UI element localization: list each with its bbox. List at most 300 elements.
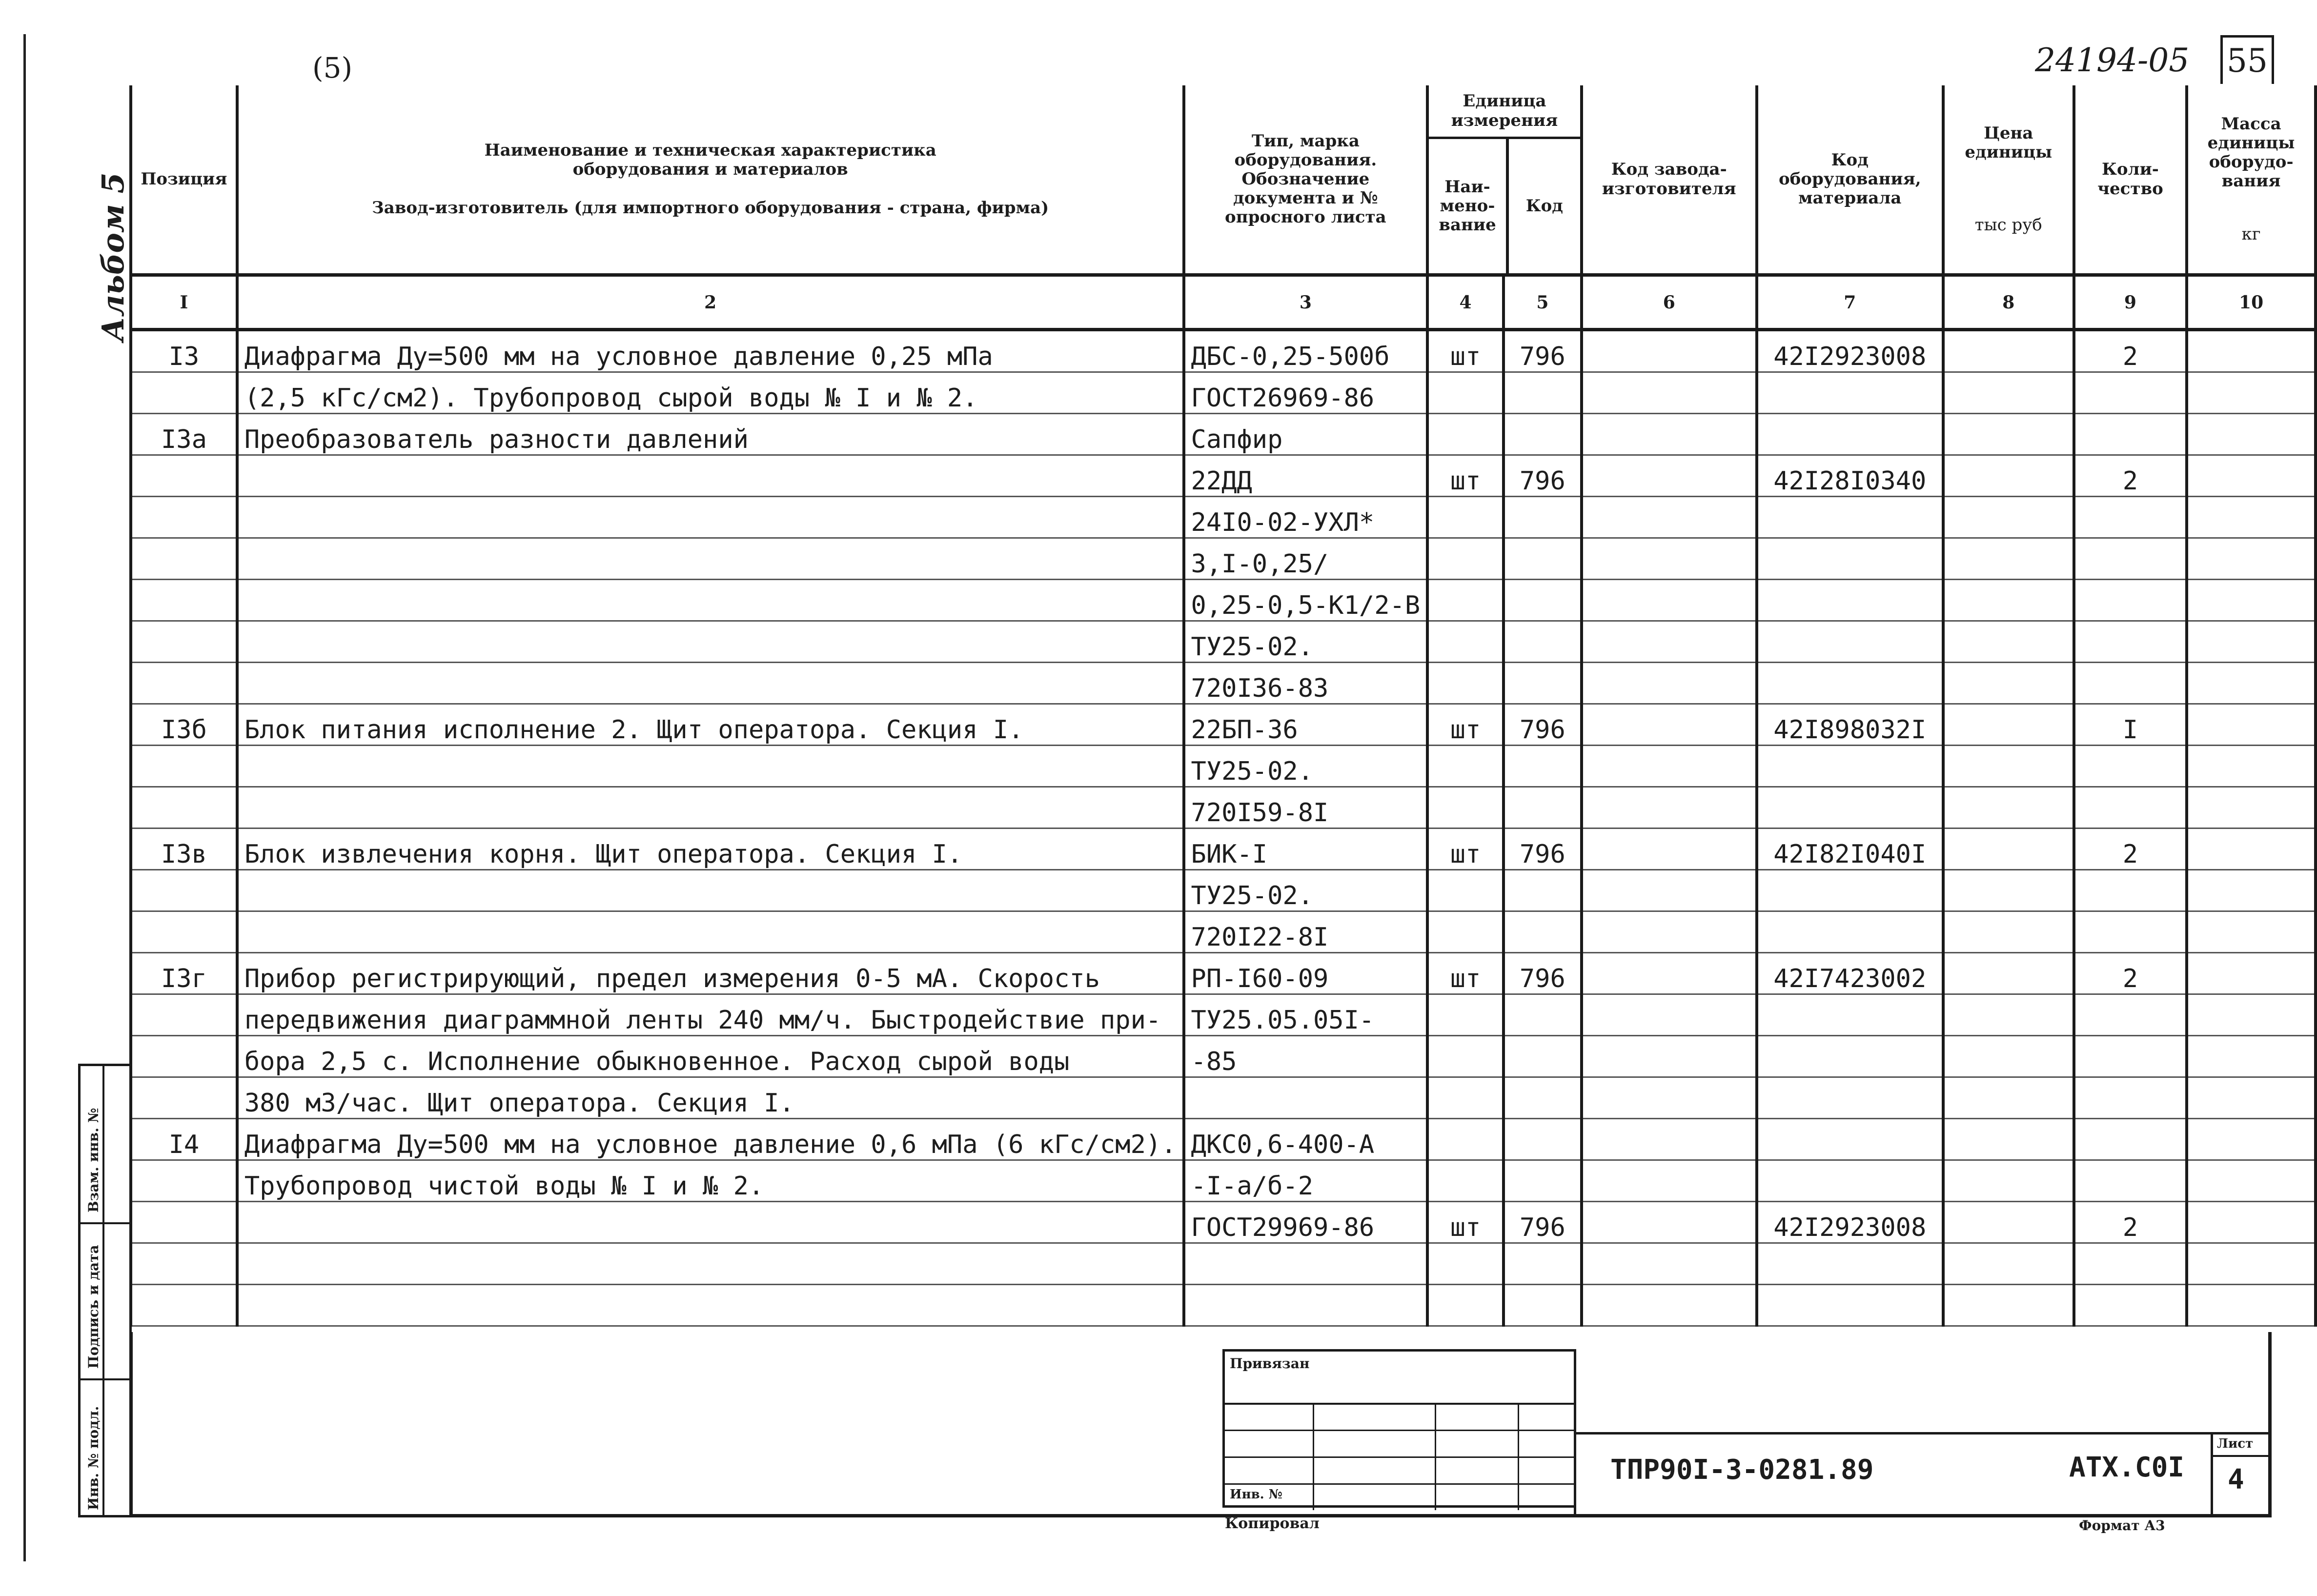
row-quantity [2074, 663, 2187, 704]
row-position [131, 621, 237, 663]
privyazan-label: Привязан [1230, 1355, 1310, 1372]
header-name-line2: оборудования и материалов [572, 159, 848, 179]
row-name [237, 787, 1184, 828]
table-row [131, 414, 2316, 455]
row-unit [1427, 1285, 1504, 1326]
row-equipment-code [1757, 1160, 1943, 1202]
row-name: бора 2,5 с. Исполнение обыкновенное. Расход сырой воды [237, 1036, 1184, 1077]
row-unit [1427, 538, 1504, 580]
row-unit-code [1504, 1077, 1582, 1119]
row-name [237, 1202, 1184, 1243]
column-number: 7 [1757, 275, 1943, 330]
row-quantity [2074, 1036, 2187, 1077]
row-price [1943, 663, 2074, 704]
row-unit-code [1504, 1119, 1582, 1160]
row-equipment-code: 42I7423002 [1757, 953, 1943, 994]
table-row [131, 828, 2316, 870]
row-unit-code [1504, 994, 1582, 1036]
row-mass [2187, 1077, 2316, 1119]
row-quantity [2074, 580, 2187, 621]
row-unit: шт [1427, 953, 1504, 994]
header-price-label: Цена единицы [1965, 123, 2053, 162]
row-type: ГОСТ26969-86 [1184, 372, 1428, 414]
row-type: ТУ25.05.05I- [1184, 994, 1428, 1036]
row-quantity: I [2074, 704, 2187, 746]
row-mass [2187, 497, 2316, 538]
row-type: -I-а/б-2 [1184, 1160, 1428, 1202]
row-position [131, 1243, 237, 1285]
table-row [131, 953, 2316, 994]
header-price [1943, 85, 2074, 275]
row-mass [2187, 953, 2316, 994]
table-row [131, 1077, 2316, 1119]
column-number: 3 [1184, 275, 1428, 330]
header-price-unit: тыс руб [1974, 215, 2042, 235]
table-row [131, 911, 2316, 953]
row-equipment-code [1757, 372, 1943, 414]
row-price [1943, 953, 2074, 994]
row-factory-code [1582, 1160, 1757, 1202]
row-equipment-code [1757, 1243, 1943, 1285]
column-number: I [131, 275, 237, 330]
row-unit-code: 796 [1504, 704, 1582, 746]
row-type: -85 [1184, 1036, 1428, 1077]
row-name: Преобразователь разности давлений [237, 414, 1184, 455]
row-price [1943, 787, 2074, 828]
row-name [237, 621, 1184, 663]
album-label: Альбом 5 [95, 172, 131, 342]
row-unit [1427, 1119, 1504, 1160]
list-number: 4 [2228, 1464, 2244, 1495]
row-price [1943, 746, 2074, 787]
column-number: 6 [1582, 275, 1757, 330]
kopiroval-label: Копировал [1225, 1515, 1320, 1532]
row-mass [2187, 828, 2316, 870]
row-name: Трубопровод чистой воды № I и № 2. [237, 1160, 1184, 1202]
row-equipment-code: 42I82I040I [1757, 828, 1943, 870]
row-type: ТУ25-02. [1184, 621, 1428, 663]
row-mass [2187, 621, 2316, 663]
row-unit-code [1504, 746, 1582, 787]
row-unit-code: 796 [1504, 953, 1582, 994]
row-factory-code [1582, 580, 1757, 621]
row-type: ГОСТ29969-86 [1184, 1202, 1428, 1243]
table-row [131, 330, 2316, 372]
row-position [131, 787, 237, 828]
row-type [1184, 1077, 1428, 1119]
row-position [131, 911, 237, 953]
row-name: (2,5 кГс/см2). Трубопровод сырой воды № I и № 2. [237, 372, 1184, 414]
row-position: I3б [131, 704, 237, 746]
row-name [237, 663, 1184, 704]
header-name [237, 85, 1184, 275]
row-quantity: 2 [2074, 953, 2187, 994]
table-row [131, 787, 2316, 828]
row-name [237, 746, 1184, 787]
table-row [131, 455, 2316, 497]
designation: ТПР90I-3-0281.89 [1610, 1454, 1874, 1486]
row-price [1943, 994, 2074, 1036]
row-type: 24I0-02-УХЛ* [1184, 497, 1428, 538]
row-position [131, 1285, 237, 1326]
row-factory-code [1582, 663, 1757, 704]
row-mass [2187, 580, 2316, 621]
row-unit: шт [1427, 330, 1504, 372]
row-position [131, 455, 237, 497]
table-row [131, 1243, 2316, 1285]
row-mass [2187, 704, 2316, 746]
row-price [1943, 870, 2074, 911]
row-price [1943, 455, 2074, 497]
header-unit-code: Код [1525, 196, 1563, 216]
row-position [131, 663, 237, 704]
row-unit [1427, 372, 1504, 414]
row-unit [1427, 1036, 1504, 1077]
row-quantity [2074, 372, 2187, 414]
row-unit: шт [1427, 455, 1504, 497]
row-unit-code: 796 [1504, 1202, 1582, 1243]
side-stamp-block [78, 1064, 132, 1517]
header-mass-label: Масса единицы оборудо-вания [2207, 114, 2295, 191]
row-position [131, 870, 237, 911]
row-price [1943, 1285, 2074, 1326]
column-number: 10 [2187, 275, 2316, 330]
row-factory-code [1582, 1202, 1757, 1243]
row-factory-code [1582, 497, 1757, 538]
table-row [131, 580, 2316, 621]
privyazan-block [1222, 1349, 1576, 1508]
row-quantity [2074, 621, 2187, 663]
column-number: 9 [2074, 275, 2187, 330]
row-unit-code [1504, 870, 1582, 911]
row-unit-code [1504, 663, 1582, 704]
row-unit-code [1504, 621, 1582, 663]
table-row [131, 1119, 2316, 1160]
row-name [237, 1285, 1184, 1326]
header-mass [2187, 85, 2316, 275]
column-number: 2 [237, 275, 1184, 330]
specification-table [129, 85, 2317, 1327]
designation-block [1574, 1432, 2272, 1517]
row-unit [1427, 746, 1504, 787]
row-factory-code [1582, 621, 1757, 663]
row-unit [1427, 1243, 1504, 1285]
row-type: ТУ25-02. [1184, 870, 1428, 911]
row-type: ДКС0,6-400-А [1184, 1119, 1428, 1160]
row-position [131, 580, 237, 621]
row-mass [2187, 1285, 2316, 1326]
row-equipment-code: 42I28I0340 [1757, 455, 1943, 497]
row-factory-code [1582, 787, 1757, 828]
row-name: 380 м3/час. Щит оператора. Секция I. [237, 1077, 1184, 1119]
row-factory-code [1582, 870, 1757, 911]
header-mass-unit: кг [2241, 224, 2261, 244]
header-quantity: Коли-чество [2074, 85, 2187, 275]
row-quantity [2074, 1285, 2187, 1326]
row-factory-code [1582, 828, 1757, 870]
row-position [131, 538, 237, 580]
row-name [237, 580, 1184, 621]
row-factory-code [1582, 1285, 1757, 1326]
row-position: I4 [131, 1119, 237, 1160]
row-equipment-code [1757, 414, 1943, 455]
table-row [131, 704, 2316, 746]
row-factory-code [1582, 1119, 1757, 1160]
row-equipment-code [1757, 911, 1943, 953]
row-price [1943, 1077, 2074, 1119]
row-position: I3г [131, 953, 237, 994]
row-type: 3,I-0,25/ [1184, 538, 1428, 580]
row-price [1943, 497, 2074, 538]
row-quantity: 2 [2074, 1202, 2187, 1243]
row-quantity [2074, 870, 2187, 911]
inv-no-label: Инв. № [1230, 1487, 1283, 1502]
row-name: Диафрагма Ду=500 мм на условное давление 0,6 мПа (6 кГс/см2). [237, 1119, 1184, 1160]
row-mass [2187, 1160, 2316, 1202]
row-unit-code [1504, 787, 1582, 828]
row-quantity: 2 [2074, 455, 2187, 497]
top-left-label: (5) [312, 51, 353, 84]
row-factory-code [1582, 538, 1757, 580]
stamp-podpis: Подпись и дата [85, 1245, 102, 1369]
header-name-line1: Наименование и техническая характеристика [484, 140, 936, 160]
row-equipment-code: 42I2923008 [1757, 330, 1943, 372]
stamp-vzam: Взам. инв. № [85, 1108, 102, 1212]
row-factory-code [1582, 911, 1757, 953]
table-row [131, 1285, 2316, 1326]
row-position: I3а [131, 414, 237, 455]
row-price [1943, 1202, 2074, 1243]
row-unit-code [1504, 538, 1582, 580]
row-equipment-code: 42I2923008 [1757, 1202, 1943, 1243]
row-type: 0,25-0,5-К1/2-В [1184, 580, 1428, 621]
row-mass [2187, 1036, 2316, 1077]
row-mass [2187, 372, 2316, 414]
inventory-handwritten: 24194-05 [2035, 41, 2190, 79]
row-unit [1427, 870, 1504, 911]
row-type: 720I36-83 [1184, 663, 1428, 704]
row-mass [2187, 414, 2316, 455]
row-price [1943, 330, 2074, 372]
header-unit-name: Наи-мено-вание [1429, 139, 1509, 273]
table-header-row [131, 85, 2316, 275]
row-position [131, 1077, 237, 1119]
row-type: 22ДД [1184, 455, 1428, 497]
row-unit [1427, 621, 1504, 663]
row-name [237, 538, 1184, 580]
header-position: Позиция [131, 85, 237, 275]
row-unit [1427, 787, 1504, 828]
row-unit-code [1504, 372, 1582, 414]
row-type: РП-I60-09 [1184, 953, 1428, 994]
stamp-inv-podl: Инв. № подл. [85, 1406, 102, 1510]
row-quantity: 2 [2074, 330, 2187, 372]
row-name [237, 870, 1184, 911]
row-name [237, 455, 1184, 497]
row-mass [2187, 455, 2316, 497]
row-unit [1427, 994, 1504, 1036]
row-unit [1427, 911, 1504, 953]
row-equipment-code [1757, 580, 1943, 621]
row-unit [1427, 580, 1504, 621]
table-row [131, 663, 2316, 704]
row-factory-code [1582, 1077, 1757, 1119]
row-unit [1427, 1077, 1504, 1119]
row-equipment-code [1757, 994, 1943, 1036]
row-price [1943, 1119, 2074, 1160]
format-label: Формат А3 [2079, 1517, 2165, 1534]
row-type: 720I59-8I [1184, 787, 1428, 828]
row-type: ТУ25-02. [1184, 746, 1428, 787]
row-factory-code [1582, 372, 1757, 414]
row-quantity [2074, 1077, 2187, 1119]
row-unit-code: 796 [1504, 455, 1582, 497]
row-unit: шт [1427, 1202, 1504, 1243]
row-price [1943, 1243, 2074, 1285]
row-factory-code [1582, 704, 1757, 746]
row-position [131, 1202, 237, 1243]
row-mass [2187, 994, 2316, 1036]
section-code: АТХ.С0I [2069, 1452, 2185, 1483]
row-mass [2187, 787, 2316, 828]
row-type [1184, 1243, 1428, 1285]
row-mass [2187, 870, 2316, 911]
row-factory-code [1582, 330, 1757, 372]
row-name: Прибор регистрирующий, предел измерения 0-5 мА. Скорость [237, 953, 1184, 994]
row-equipment-code [1757, 1285, 1943, 1326]
row-price [1943, 414, 2074, 455]
row-equipment-code [1757, 663, 1943, 704]
row-mass [2187, 911, 2316, 953]
row-equipment-code [1757, 746, 1943, 787]
row-name: Блок питания исполнение 2. Щит оператора. Секция I. [237, 704, 1184, 746]
table-row [131, 870, 2316, 911]
row-mass [2187, 1119, 2316, 1160]
row-type: ДБС-0,25-500б [1184, 330, 1428, 372]
row-price [1943, 704, 2074, 746]
row-name [237, 911, 1184, 953]
row-factory-code [1582, 1036, 1757, 1077]
column-number: 4 [1427, 275, 1504, 330]
row-price [1943, 1160, 2074, 1202]
row-unit [1427, 497, 1504, 538]
row-price [1943, 538, 2074, 580]
table-row [131, 1202, 2316, 1243]
row-factory-code [1582, 953, 1757, 994]
row-price [1943, 372, 2074, 414]
row-quantity [2074, 787, 2187, 828]
row-name: Диафрагма Ду=500 мм на условное давление 0,25 мПа [237, 330, 1184, 372]
row-factory-code [1582, 414, 1757, 455]
row-price [1943, 580, 2074, 621]
row-unit-code: 796 [1504, 330, 1582, 372]
row-unit [1427, 414, 1504, 455]
table-row [131, 994, 2316, 1036]
row-position: I3в [131, 828, 237, 870]
row-equipment-code [1757, 1036, 1943, 1077]
row-unit-code [1504, 1160, 1582, 1202]
row-price [1943, 1036, 2074, 1077]
row-type: Сапфир [1184, 414, 1428, 455]
table-row [131, 621, 2316, 663]
row-position [131, 497, 237, 538]
header-equipment-code: Код оборудования, материала [1757, 85, 1943, 275]
row-mass [2187, 1202, 2316, 1243]
row-unit-code [1504, 1243, 1582, 1285]
row-equipment-code [1757, 1077, 1943, 1119]
row-mass [2187, 538, 2316, 580]
row-unit-code [1504, 580, 1582, 621]
row-quantity: 2 [2074, 828, 2187, 870]
list-label: Лист [2217, 1436, 2254, 1451]
header-unit-title: Единица измерения [1429, 85, 1580, 139]
row-position [131, 1160, 237, 1202]
row-name [237, 1243, 1184, 1285]
row-quantity [2074, 1119, 2187, 1160]
row-mass [2187, 663, 2316, 704]
row-position [131, 746, 237, 787]
column-number: 5 [1504, 275, 1582, 330]
row-position [131, 1036, 237, 1077]
row-unit-code: 796 [1504, 828, 1582, 870]
table-row [131, 1036, 2316, 1077]
row-position [131, 372, 237, 414]
specification-body [131, 330, 2316, 1326]
row-equipment-code [1757, 621, 1943, 663]
row-equipment-code [1757, 1119, 1943, 1160]
row-equipment-code [1757, 870, 1943, 911]
row-unit [1427, 1160, 1504, 1202]
row-factory-code [1582, 1243, 1757, 1285]
row-factory-code [1582, 746, 1757, 787]
row-equipment-code [1757, 538, 1943, 580]
header-unit-group [1427, 85, 1582, 275]
row-type: 22БП-36 [1184, 704, 1428, 746]
row-quantity [2074, 911, 2187, 953]
row-price [1943, 911, 2074, 953]
row-equipment-code [1757, 497, 1943, 538]
row-price [1943, 828, 2074, 870]
row-unit-code [1504, 911, 1582, 953]
row-mass [2187, 1243, 2316, 1285]
table-row [131, 497, 2316, 538]
row-position [131, 994, 237, 1036]
row-unit-code [1504, 1285, 1582, 1326]
row-mass [2187, 330, 2316, 372]
row-unit-code [1504, 1036, 1582, 1077]
row-name [237, 497, 1184, 538]
table-row [131, 538, 2316, 580]
column-number: 8 [1943, 275, 2074, 330]
row-quantity [2074, 538, 2187, 580]
row-quantity [2074, 1160, 2187, 1202]
row-position: I3 [131, 330, 237, 372]
row-unit-code [1504, 497, 1582, 538]
row-quantity [2074, 414, 2187, 455]
row-type: БИК-I [1184, 828, 1428, 870]
row-price [1943, 621, 2074, 663]
column-number-row [131, 275, 2316, 330]
table-row [131, 1160, 2316, 1202]
row-unit: шт [1427, 828, 1504, 870]
row-mass [2187, 746, 2316, 787]
row-quantity [2074, 994, 2187, 1036]
row-equipment-code: 42I898032I [1757, 704, 1943, 746]
row-unit-code [1504, 414, 1582, 455]
row-name: передвижения диаграммной ленты 240 мм/ч. Быстродействие при- [237, 994, 1184, 1036]
table-row [131, 372, 2316, 414]
row-quantity [2074, 1243, 2187, 1285]
